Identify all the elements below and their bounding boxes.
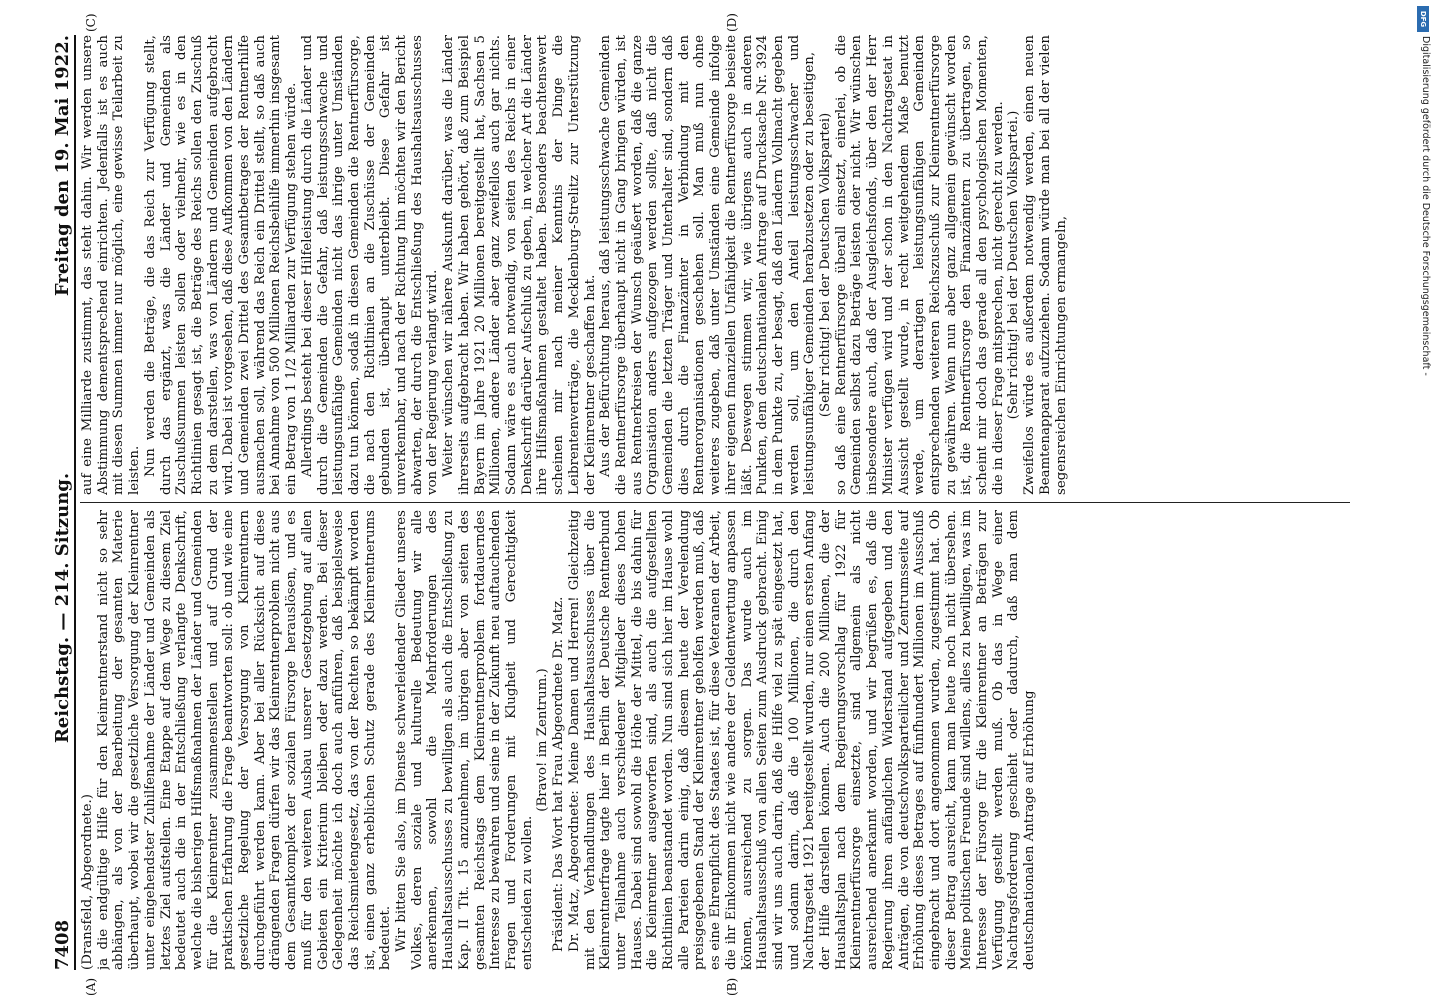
paragraph: Zweifellos würde es außerdem notwendig werden, einen neuen Beamtenapparat aufzuziehen. Sodann würde man bei all der vielen segensreichen Einrichtungen ermangeln, (1022, 35, 1069, 495)
paragraph: Aus der Befürchtung heraus, daß leistungsschwache Gemeinden die Rentnerfürsorge überhaupt nicht in Gang bringen würden, ist aus Rentnerkreisen der Wunsch geäußert worden, daß die ganze Organisation anders aufgezogen werden sollte, daß nicht die Gemeinden die letzten Träger und Unterhalter sind, sondern daß dies durch die Finanzämter in Verbindung mit den Rentnerorganisationen geschehen soll. Man muß nun ohne weiteres zugeben, daß unter Umständen eine Gemeinde infolge ihrer eigenen finanziellen Unfähigkeit die Rentnerfürsorge beiseite läßt. Deswegen stimmen wir, wie übrigens auch in anderen Punkten, dem deutschnationalen Antrage auf Drucksache Nr. 3924 in dem Punkte zu, der besagt, daß den Ländern Vollmacht gegeben werden soll, um den Anteil leistungsschwacher und leistungsunfähiger Gemeinden herabzusetzen oder zu beseitigen, (598, 35, 818, 495)
session-title: Reichstag. — 214. Sitzung. (52, 472, 73, 744)
left-text-column (80, 510, 1350, 970)
right-text-column (80, 35, 1350, 495)
margin-marker-c: (C) (84, 13, 98, 32)
paragraph: Weiter wünschen wir nähere Auskunft darüber, was die Länder ihrerseits aufgebracht haben. Wir haben gehört, daß zum Beispiel Bayern im Jahre 1921 20 Millionen bereitgestellt hat, Sachsen 5 Millionen, andere Länder aber ganz zweifellos auch gar nichts. Sodann wäre es auch notwendig, von seiten des Reichs in einer Denkschrift darüber Aufschluß zu geben, in welcher Art die Länder ihre Hilfsmaßnahmen gestaltet haben. Besonders beachtenswert scheinen mir nach meiner Kenntnis der Dinge die Leibrentenverträge, die Mecklenburg-Strelitz zur Unterstützung der Kleinrentner geschaffen hat. (441, 35, 598, 495)
paragraph: (Bravo! im Zentrum.) (535, 668, 551, 812)
paragraph: (Sehr richtig! bei der Deutschen Volkspartei) (818, 112, 834, 418)
paragraph: auf eine Milliarde zustimmt, das steht dahin. Wir werden unsere Abstimmung dementsprechend einrichten. Jedenfalls ist es auch mit diesen Summen immer nur möglich, eine gewisse Teilarbeit zu leisten. (80, 35, 143, 495)
margin-marker-a: (A) (84, 977, 98, 996)
margin-marker-b: (B) (725, 977, 739, 996)
side-credit (1417, 6, 1431, 996)
paragraph: Nun werden die Beträge, die das Reich zur Verfügung stellt, durch das ergänzt, was die Länder und Gemeinden als Zuschußsummen leisten sollen oder vielmehr, wie es in den Richtlinien gesagt ist, die Beträge des Reichs sollen den Zuschuß zu dem darstellen, was von Ländern und Gemeinden aufgebracht wird. Dabei ist vorgesehen, daß diese Aufkommen von den Ländern und Gemeinden zwei Drittel des Gesamtbetrages der Rentnerhilfe ausmachen soll, während das Reich ein Drittel stellt, so daß auch bei Annahme von 500 Millionen Reichsbeihilfe immerhin insgesamt ein Betrag von 1 1/2 Milliarden zur Verfügung stehen würde. (142, 35, 300, 495)
margin-marker-d: (D) (725, 13, 739, 32)
page-number: 7408 (52, 919, 73, 970)
paragraph: (Sehr richtig! bei der Deutschen Volkspartei.) (1006, 110, 1022, 420)
dfg-logo: DFG (1417, 6, 1429, 32)
page-header (50, 35, 76, 970)
paragraph: Dr. Matz, Abgeordnete: Meine Damen und Herren! Gleichzeitig mit den Verhandlungen des Haushaltsausschusses über die Kleinrentnerfrage tagte hier in Berlin der Deutsche Rentnerbund unter Teilnahme auch verschiedener Mitglieder dieses hohen Hauses. Dabei sind sowohl die Höhe der Mittel, die bis dahin für die Kleinrentner ausgeworfen sind, als auch die aufgestellten Richtlinien beanstandet worden. Nun sind sich hier im Hause wohl alle Parteien darin einig, daß diesem heute der Verelendung preisgegebenen Stand der Kleinrentner geholfen werden muß, daß es eine Ehrenpflicht des Staates ist, für diese Veteranen der Arbeit, die ihr Einkommen nicht wie andere der Geldentwertung anpassen können, ausreichend zu sorgen. Das wurde auch im Haushaltsausschuß von allen Seiten zum Ausdruck gebracht. Einig sind wir uns auch darin, daß die Hilfe viel zu spät eingesetzt hat, und sodann darin, daß die 100 Millionen, die durch den Nachtragsetat 1921 bereitgestellt wurden, nur einen ersten Anfang der Hilfe darstellen können. Auch die 200 Millionen, die der Haushaltsplan nach dem Regierungsvorschlag für 1922 für Kleinrentnerfürsorge einsetzte, sind allgemein als nicht ausreichend anerkannt worden, und wir begrüßen es, daß die Regierung ihren anfänglichen Widerstand aufgegeben und den Anträgen, die von deutschvolksparteilicher und Zentrumsseite auf Erhöhung dieses Betrages auf fünfhundert Millionen im Ausschuß eingebracht und dort angenommen wurden, zugestimmt hat. Ob dieser Betrag ausreicht, kann man heute noch nicht übersehen. Meine politischen Freunde sind willens, alles zu bewilligen, was im Interesse der Fürsorge für die Kleinrentner an Beträgen zur Verfügung gestellt werden muß. Ob das in Wege einer Nachtragsforderung geschieht oder dadurch, daß man dem deutschnationalen Antrage auf Erhöhung (566, 510, 1038, 970)
paragraph: ja die endgültige Hilfe für den Kleinrentnerstand nicht so sehr abhängen, als von der Bearbeitung der gesamten Materie überhaupt, wobei wir die gesetzliche Versorgung der Kleinrentner unter eingehendster Zuhilfenahme der Länder und Gemeinden als letztes Ziel aufstellen. Eine Etappe auf dem Wege zu diesem Ziel bedeutet auch die in der Entschließung verlangte Denkschrift, welche die bisherigen Hilfsmaßnahmen der Länder und Gemeinden für die Kleinrentner zusammenstellen und auf Grund der praktischen Erfahrung die Frage beantworten soll: ob und wie eine gesetzliche Regelung der Versorgung von Kleinrentnern durchgeführt werden kann. Aber bei aller Rücksicht auf diese drängenden Fragen dürfen wir das Kleinrentnerproblem nicht aus dem Gesamtkomplex der sozialen Fürsorge herauslösen, und es muß für den weiteren Ausbau unserer Gesetzgebung auf allen Gebieten ein Kriterium bleiben oder dazu werden. Bei dieser Gelegenheit möchte ich doch auch anführen, daß beispielsweise das Reichsmietengesetz, das von der Rechten so bekämpft worden ist, einen ganz erheblichen Schutz gerade des Kleinrentnerums bedeutet. (95, 510, 394, 970)
session-date: Freitag den 19. Mai 1922. (52, 35, 73, 297)
paragraph: Wir bitten Sie also, im Dienste schwerleidender Glieder unseres Volkes, deren soziale und kulturelle Bedeutung wir alle anerkennen, sowohl die Mehrforderungen des Haushaltsausschusses zu bewilligen als auch die Entschließung zu Kap. II Tit. 15 anzunehmen, im übrigen aber von seiten des gesamten Reichstags dem Kleinrentnerproblem fortdauerndes Interesse zu bewahren und seine in der Zukunft neu auftauchenden Fragen und Forderungen mit Klugheit und Gerechtigkeit entscheiden zu wollen. (394, 510, 535, 970)
paragraph: (Dransfeld, Abgeordnete.) (80, 794, 95, 970)
paragraph: Präsident: Das Wort hat Frau Abgeordnete Dr. Matz. (551, 596, 567, 952)
paragraph: so daß eine Rentnerfürsorge überall einsetzt, einerlei, ob die Gemeinden selbst dazu Beträge leisten oder nicht. Wir wünschen insbesondere auch, daß der Ausgleichsfonds, über den der Herr Minister verfügen wird und der schon in den Nachtragsetat in Aussicht gestellt wurde, in recht weitgehendem Maße benutzt werde, um derartigen leistungsunfähigen Gemeinden entsprechenden weiteren Reichszuschuß zur Kleinrentnerfürsorge zu gewähren. Wenn nun aber ganz allgemein gewünscht worden ist, die Rentnerfürsorge den Finanzämtern zu übertragen, so scheint mir doch das gerade all den psychologischen Momenten, die in dieser Frage mitsprechen, nicht gerecht zu werden. (833, 35, 1006, 495)
column-divider (80, 502, 1350, 503)
paragraph: Allerdings besteht bei dieser Hilfeleistung durch die Länder und durch die Gemeinden die Gefahr, daß leistungsschwache und leistungsunfähige Gemeinden nicht das ihrige unter Umständen dazu tun können, sodaß in diesen Gemeinden die Rentnerfürsorge, die nach den Richtlinien an die Zuschüsse der Gemeinden gebunden ist, überhaupt unterbleibt. Diese Gefahr ist unverkennbar, und nach der Richtung hin möchten wir den Bericht abwarten, der durch die Entschließung des Haushaltsausschusses von der Regierung verlangt wird. (299, 35, 441, 495)
digitization-credit: Digitalisierung gefördert durch die Deutsche Forschungsgemeinschaft - (1420, 36, 1431, 376)
